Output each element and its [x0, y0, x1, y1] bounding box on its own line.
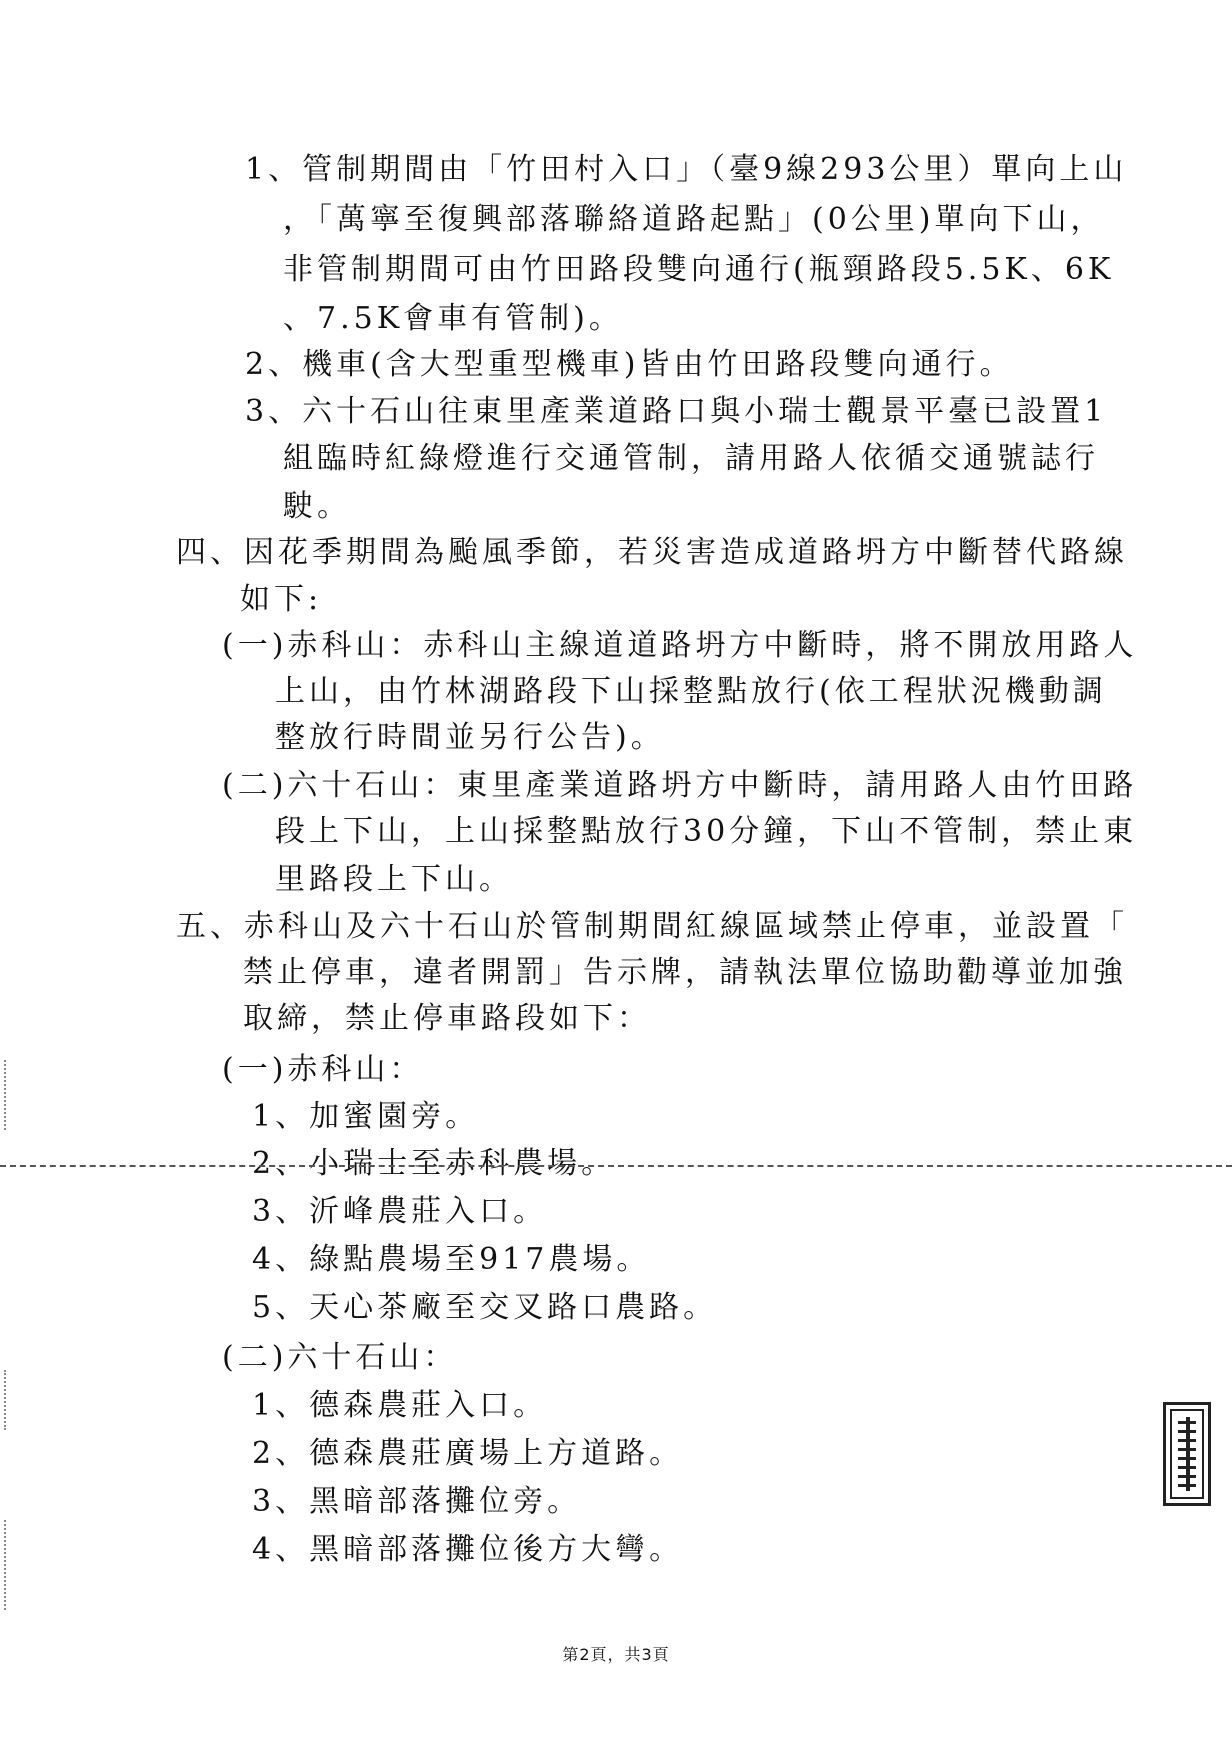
text-line: 1、管制期間由「竹田村入口」（臺9線293公里）單向上山: [245, 152, 1128, 187]
text-line: 、7.5K會車有管制)。: [283, 301, 623, 336]
text-line: 組臨時紅綠燈進行交通管制，請用路人依循交通號誌行: [283, 441, 1099, 476]
subsection-heading: (一)赤科山：: [222, 1052, 424, 1087]
section-heading-four: 四、因花季期間為颱風季節，若災害造成道路坍方中斷替代路線: [176, 535, 1128, 570]
text-line: 駛。: [283, 489, 351, 524]
list-item: 4、綠點農場至917農場。: [252, 1242, 651, 1277]
text-line: 上山，由竹林湖路段下山採整點放行(依工程狀況機動調: [275, 674, 1107, 709]
margin-dotted-line: [4, 1370, 6, 1430]
list-item: 2、德森農莊廣場上方道路。: [252, 1436, 684, 1471]
list-item: 1、德森農莊入口。: [252, 1388, 548, 1423]
section-heading-five: 五、赤科山及六十石山於管制期間紅線區域禁止停車，並設置「: [176, 909, 1128, 944]
text-line: 段上下山，上山採整點放行30分鐘，下山不管制，禁止東: [275, 814, 1138, 849]
text-line: 禁止停車，違者開罰」告示牌，請執法單位協助勸導並加強: [243, 955, 1127, 990]
list-item: 4、黑暗部落攤位後方大彎。: [252, 1532, 684, 1567]
text-line: ，「萬寧至復興部落聯絡道路起點」(0公里)單向下山，: [283, 202, 1105, 237]
text-line: 取締，禁止停車路段如下：: [243, 1001, 651, 1036]
subsection-heading: (二)六十石山：: [222, 1340, 458, 1375]
list-item: 1、加蜜園旁。: [252, 1099, 480, 1134]
list-item: 5、天心茶廠至交叉路口農路。: [252, 1290, 718, 1325]
margin-dotted-line: [4, 1520, 6, 1610]
text-line: 3、六十石山往東里產業道路口與小瑞士觀景平臺已設置1: [245, 394, 1108, 429]
seal-stamp-inner: [1170, 1409, 1204, 1499]
binding-dashed-line: [0, 1165, 1232, 1167]
text-line: 里路段上下山。: [275, 862, 513, 897]
list-item: 2、小瑞士至赤科農場。: [252, 1146, 616, 1181]
text-line: 整放行時間並另行公告)。: [275, 720, 665, 755]
text-line: 2、機車(含大型重型機車)皆由竹田路段雙向通行。: [245, 347, 1014, 382]
text-line: (一)赤科山：赤科山主線道道路坍方中斷時，將不開放用路人: [222, 628, 1138, 663]
text-line: 如下:: [240, 582, 323, 617]
page-number: 第2頁，共3頁: [562, 1645, 670, 1664]
list-item: 3、沂峰農莊入口。: [252, 1194, 548, 1229]
text-line: (二)六十石山：東里產業道路坍方中斷時，請用路人由竹田路: [222, 768, 1138, 803]
margin-dotted-line: [4, 1060, 6, 1130]
text-line: 非管制期間可由竹田路段雙向通行(瓶頸路段5.5K、6K: [283, 252, 1115, 287]
seal-stamp: [1163, 1402, 1211, 1506]
list-item: 3、黑暗部落攤位旁。: [252, 1484, 582, 1519]
